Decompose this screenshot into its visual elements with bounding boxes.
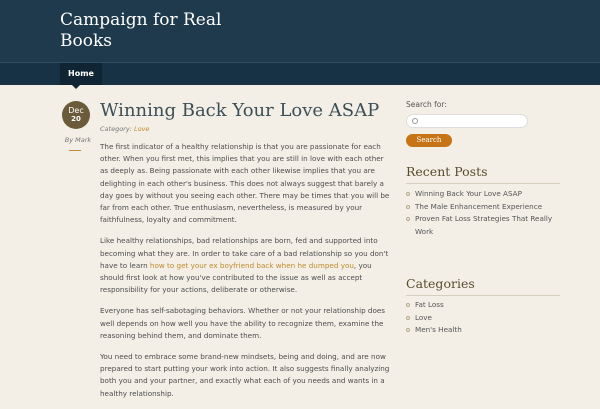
categories-title: Categories [406, 276, 475, 291]
recent-post-item[interactable] [406, 188, 560, 201]
recent-post-link[interactable]: Proven Fat Loss Strategies That Really Work [415, 214, 553, 236]
recent-posts-divider [406, 183, 560, 184]
categories-divider [406, 295, 560, 296]
search-icon [412, 118, 418, 124]
category-item[interactable] [406, 312, 560, 325]
site-header [0, 0, 600, 62]
recent-posts-title: Recent Posts [406, 164, 488, 179]
main-navigation [0, 62, 600, 85]
category-link[interactable]: Fat Loss [415, 300, 444, 309]
recent-post-link[interactable]: Winning Back Your Love ASAP [415, 189, 522, 198]
post-category-link[interactable]: Love [133, 125, 150, 133]
post-paragraph-text: , you should first look at how you've contributed to the issue as well as accept responsibility for your actions, deliberate or otherwise. [100, 260, 372, 295]
recent-post-item[interactable] [406, 201, 560, 214]
bullet-icon [406, 192, 410, 196]
post-title[interactable]: Winning Back Your Love ASAP [100, 100, 380, 121]
site-title[interactable]: Campaign for Real Books [60, 10, 222, 51]
search-input[interactable] [406, 114, 528, 128]
post-content [100, 141, 390, 409]
bullet-icon [406, 328, 410, 332]
bullet-icon [406, 217, 410, 221]
post-author: By Mark [64, 136, 92, 144]
nav-item-home[interactable]: Home [60, 63, 102, 85]
post-paragraph: The first indicator of a healthy relationship is that you are passionate for each other. When you first met, this implies that you are still in love with each other as deeply as. Being passionate with each other likewise implies that you are delighting in each other's business. This does not always suggest that barely a day goes by without you seeing each other. There may be times that you will be far from each other. True enthusiasm, nevertheless, is measured by your faithfulness, loyalty and commitment. [100, 142, 390, 225]
recent-post-item[interactable] [406, 213, 560, 238]
post-date-day: 20 [71, 115, 81, 123]
post-paragraph: You need to embrace some brand-new mindsets, being and doing, and are now prepared to start putting your work into action. It also suggests finally analyzing both you and your partner, and exactly what each of you needs and wants in a healthy relationship. [100, 352, 390, 398]
post-category-label: Category: [100, 125, 132, 133]
category-item[interactable] [406, 324, 560, 337]
bullet-icon [406, 316, 410, 320]
bullet-icon [406, 303, 410, 307]
search-button[interactable]: Search [406, 134, 452, 147]
post-paragraph: Everyone has self-sabotaging behaviors. Whether or not your relationship does well depends on how well you have the ability to recognize them, examine the reasoning behind them, and dominate them. [100, 306, 386, 340]
post-date-badge [62, 101, 90, 129]
post-date-month: Dec [68, 106, 84, 115]
bullet-icon [406, 205, 410, 209]
categories-list [406, 299, 560, 337]
recent-posts-list [406, 188, 560, 238]
post-paragraph [100, 235, 390, 296]
category-link[interactable]: Love [415, 312, 432, 322]
sidebar-search [406, 100, 566, 144]
search-label: Search for: [406, 100, 447, 109]
byline-divider [69, 150, 81, 151]
ex-boyfriend-link[interactable]: how to get your ex boyfriend back when he dumped you [149, 260, 354, 270]
nav-active-indicator [71, 84, 81, 89]
post-paragraph-text: Like healthy relationships, bad relationships are born, fed and supported into becoming what they are. In order to take care of a bad relationship so you don't have to learn [100, 236, 389, 270]
category-item[interactable] [406, 299, 560, 312]
post-category [100, 125, 390, 133]
recent-post-link[interactable]: The Male Enhancement Experience [415, 201, 543, 211]
category-link[interactable]: Men's Health [415, 325, 462, 334]
